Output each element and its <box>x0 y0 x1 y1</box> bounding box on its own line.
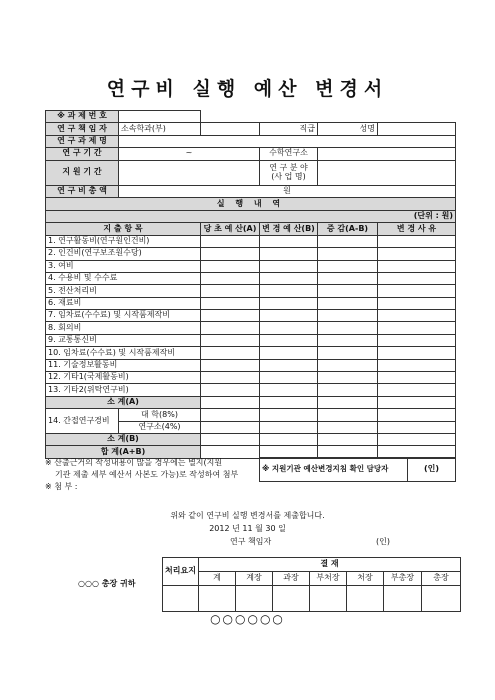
confirmation-seal[interactable]: (인) <box>408 458 456 482</box>
expense-original-cell[interactable] <box>201 235 260 247</box>
university-original[interactable] <box>201 409 260 421</box>
expense-reason-cell[interactable] <box>378 359 456 371</box>
expense-difference-cell[interactable] <box>318 297 378 309</box>
project-title-field[interactable] <box>119 135 456 147</box>
details-title: 실 행 내 역 <box>46 197 456 210</box>
expense-difference-cell[interactable] <box>318 359 378 371</box>
signer-seal[interactable]: (인) <box>376 537 390 546</box>
column-reason: 변 경 사 유 <box>378 223 456 235</box>
expense-item-label: 1. 연구활동비(연구원인건비) <box>46 235 201 247</box>
expense-original-cell[interactable] <box>201 272 260 284</box>
confirmation-box <box>259 457 456 482</box>
support-period-field[interactable] <box>119 160 260 185</box>
expense-original-cell[interactable] <box>201 248 260 260</box>
expense-changed-cell[interactable] <box>260 297 318 309</box>
approval-header: 결 재 <box>199 558 461 572</box>
expense-original-cell[interactable] <box>201 372 260 384</box>
table-row <box>46 248 456 260</box>
subtotal-a-difference[interactable] <box>318 396 378 408</box>
expense-item-label: 6. 재료비 <box>46 297 201 309</box>
project-number-row <box>46 111 456 123</box>
column-item: 지 출 항 목 <box>46 223 201 235</box>
approval-role: 계장 <box>236 572 273 586</box>
expense-changed-cell[interactable] <box>260 384 318 396</box>
approval-role: 처장 <box>347 572 384 586</box>
expense-item-label: 8. 회의비 <box>46 322 201 334</box>
expense-original-cell[interactable] <box>201 359 260 371</box>
total-amount-field[interactable]: 원 <box>119 185 456 197</box>
expense-item-label: 11. 기술정보활동비 <box>46 359 201 371</box>
approval-sign-cell[interactable] <box>310 586 347 612</box>
expense-changed-cell[interactable] <box>260 285 318 297</box>
submission-date: 2012 년 11 월 30 일 <box>209 524 286 533</box>
approval-sign-cell[interactable] <box>273 586 310 612</box>
expense-original-cell[interactable] <box>201 322 260 334</box>
expense-original-cell[interactable] <box>201 310 260 322</box>
total-amount-label: 연 구 비 총 액 <box>46 185 119 197</box>
institute-share-label: 연구소(4%) <box>119 421 201 433</box>
table-row <box>46 384 456 396</box>
expense-difference-cell[interactable] <box>318 372 378 384</box>
approval-sign-cell[interactable] <box>199 586 236 612</box>
table-row <box>46 359 456 371</box>
subtotal-b-difference[interactable] <box>318 433 378 445</box>
expense-original-cell[interactable] <box>201 384 260 396</box>
page-title: 연구비 실행 예산 변경서 <box>106 78 389 100</box>
expense-difference-cell[interactable] <box>318 235 378 247</box>
expense-reason-cell[interactable] <box>378 347 456 359</box>
expense-original-cell[interactable] <box>201 334 260 346</box>
approval-role: 부처장 <box>310 572 347 586</box>
subtotal-b-row <box>46 433 456 445</box>
expense-difference-cell[interactable] <box>318 285 378 297</box>
project-title-label: 연 구 과 제 명 <box>46 135 119 147</box>
approval-sign-cell[interactable] <box>236 586 273 612</box>
support-period-row <box>46 160 456 185</box>
expense-difference-cell[interactable] <box>318 347 378 359</box>
approval-role: 과장 <box>273 572 310 586</box>
column-original-budget: 당 초 예 산(A) <box>201 223 260 235</box>
submission-statement: 위와 같이 연구비 실행 변경서를 제출합니다. <box>170 511 325 520</box>
column-difference: 증 감(A-B) <box>318 223 378 235</box>
support-period-label: 지 원 기 간 <box>46 160 119 185</box>
circle-marks: ○○○○○○ <box>210 612 285 626</box>
subtotal-a-reason[interactable] <box>378 396 456 408</box>
university-changed[interactable] <box>260 409 318 421</box>
expense-difference-cell[interactable] <box>318 384 378 396</box>
expense-item-label: 10. 임차료(수수료) 및 시작품제작비 <box>46 347 201 359</box>
researcher-row <box>46 123 456 135</box>
position-label: 직급 <box>260 123 318 135</box>
expense-changed-cell[interactable] <box>260 248 318 260</box>
expense-changed-cell[interactable] <box>260 359 318 371</box>
expense-item-label: 12. 기타1(국제활동비) <box>46 372 201 384</box>
processing-label: 처리요지 <box>163 558 199 586</box>
expense-original-cell[interactable] <box>201 285 260 297</box>
expense-reason-cell[interactable] <box>378 272 456 284</box>
institute-label: 수학연구소 <box>260 148 318 160</box>
researcher-label: 연 구 책 임 자 <box>46 123 119 135</box>
expense-original-cell[interactable] <box>201 347 260 359</box>
expense-changed-cell[interactable] <box>260 334 318 346</box>
expense-item-label: 2. 인건비(연구보조원수당) <box>46 248 201 260</box>
project-number-label: ※ 과 제 번 호 <box>46 111 119 123</box>
confirmation-label: ※ 지원기관 예산변경지침 확인 담당자 <box>260 458 408 482</box>
table-row <box>46 235 456 247</box>
expense-changed-cell[interactable] <box>260 272 318 284</box>
table-row <box>46 297 456 309</box>
project-number-field[interactable] <box>119 111 201 123</box>
research-field-field[interactable] <box>318 160 456 185</box>
notes <box>45 457 260 493</box>
research-field-label: 연 구 분 야 (사 업 명) <box>260 160 318 185</box>
expense-reason-cell[interactable] <box>378 297 456 309</box>
budget-change-form <box>45 110 456 459</box>
approval-sign-cell[interactable] <box>422 586 461 612</box>
expense-changed-cell[interactable] <box>260 372 318 384</box>
table-row <box>46 272 456 284</box>
unit-label: (단위 : 원) <box>46 210 456 222</box>
university-difference[interactable] <box>318 409 378 421</box>
subtotal-a-row <box>46 396 456 408</box>
expense-item-label: 13. 기타2(위탁연구비) <box>46 384 201 396</box>
details-title-row <box>46 197 456 210</box>
approval-role: 계 <box>199 572 236 586</box>
approval-sign-cell[interactable] <box>384 586 422 612</box>
signer-label: 연구 책임자 <box>230 537 272 546</box>
institute-field[interactable] <box>318 148 456 160</box>
subtotal-a-changed[interactable] <box>260 396 318 408</box>
period-range[interactable]: ~ <box>119 148 260 160</box>
approval-role: 총장 <box>422 572 461 586</box>
institute-original[interactable] <box>201 421 260 433</box>
institute-difference[interactable] <box>318 421 378 433</box>
expense-original-cell[interactable] <box>201 260 260 272</box>
expense-reason-cell[interactable] <box>378 285 456 297</box>
expense-changed-cell[interactable] <box>260 260 318 272</box>
unit-row <box>46 210 456 222</box>
indirect-cost-label: 14. 간접연구경비 <box>46 409 119 434</box>
name-label: 성명 <box>318 123 378 135</box>
column-changed-budget: 변 경 예 산(B) <box>260 223 318 235</box>
institute-reason[interactable] <box>378 421 456 433</box>
expense-reason-cell[interactable] <box>378 384 456 396</box>
table-row <box>46 310 456 322</box>
expense-difference-cell[interactable] <box>318 334 378 346</box>
total-amount-row <box>46 185 456 197</box>
expense-difference-cell[interactable] <box>318 272 378 284</box>
expense-changed-cell[interactable] <box>260 322 318 334</box>
note-attachment-2: 기관 제출 세부 예산서 사본도 가능)로 작성하여 첨부 <box>55 470 239 479</box>
table-row <box>46 347 456 359</box>
subtotal-b-label: 소 계(B) <box>46 433 201 445</box>
project-title-row <box>46 135 456 147</box>
expense-changed-cell[interactable] <box>260 310 318 322</box>
expense-item-label: 4. 수용비 및 수수료 <box>46 272 201 284</box>
expense-reason-cell[interactable] <box>378 310 456 322</box>
affiliation-field[interactable] <box>201 123 260 135</box>
note-attach-label: ※ 첨 부 : <box>45 482 78 491</box>
expense-item-label: 3. 여비 <box>46 260 201 272</box>
subtotal-b-reason[interactable] <box>378 433 456 445</box>
processing-field[interactable] <box>163 586 199 612</box>
university-reason[interactable] <box>378 409 456 421</box>
table-row <box>46 260 456 272</box>
expense-changed-cell[interactable] <box>260 235 318 247</box>
expense-difference-cell[interactable] <box>318 248 378 260</box>
affiliation-label: 소속학과(부) <box>119 123 201 135</box>
approval-sign-cell[interactable] <box>347 586 384 612</box>
subtotal-b-changed[interactable] <box>260 433 318 445</box>
university-label: 대 학(8%) <box>119 409 201 421</box>
institute-changed[interactable] <box>260 421 318 433</box>
expense-item-label: 5. 전산처리비 <box>46 285 201 297</box>
expense-original-cell[interactable] <box>201 297 260 309</box>
expense-difference-cell[interactable] <box>318 322 378 334</box>
expense-difference-cell[interactable] <box>318 260 378 272</box>
expense-reason-cell[interactable] <box>378 322 456 334</box>
grand-total-label: 합 계(A+B) <box>46 446 201 458</box>
expense-reason-cell[interactable] <box>378 334 456 346</box>
approval-role: 부총장 <box>384 572 422 586</box>
table-row <box>46 334 456 346</box>
table-row <box>46 322 456 334</box>
expense-reason-cell[interactable] <box>378 248 456 260</box>
note-attachment-1: ※ 산출근거의 작성내용이 많을 경우에는 별지(지원 <box>45 458 223 467</box>
table-row <box>46 285 456 297</box>
details-header-row <box>46 223 456 235</box>
subtotal-a-label: 소 계(A) <box>46 396 201 408</box>
recipient: ○○○ 총장 귀하 <box>78 579 136 588</box>
expense-reason-cell[interactable] <box>378 235 456 247</box>
expense-changed-cell[interactable] <box>260 347 318 359</box>
expense-difference-cell[interactable] <box>318 310 378 322</box>
table-row <box>46 372 456 384</box>
name-field[interactable] <box>378 123 456 135</box>
expense-reason-cell[interactable] <box>378 372 456 384</box>
period-label: 연 구 기 간 <box>46 148 119 160</box>
period-row <box>46 148 456 160</box>
expense-reason-cell[interactable] <box>378 260 456 272</box>
expense-item-label: 9. 교통통신비 <box>46 334 201 346</box>
indirect-university-row <box>46 409 456 421</box>
subtotal-b-original[interactable] <box>201 433 260 445</box>
approval-table <box>162 557 461 612</box>
subtotal-a-original[interactable] <box>201 396 260 408</box>
expense-item-label: 7. 임차료(수수료) 및 시작품제작비 <box>46 310 201 322</box>
